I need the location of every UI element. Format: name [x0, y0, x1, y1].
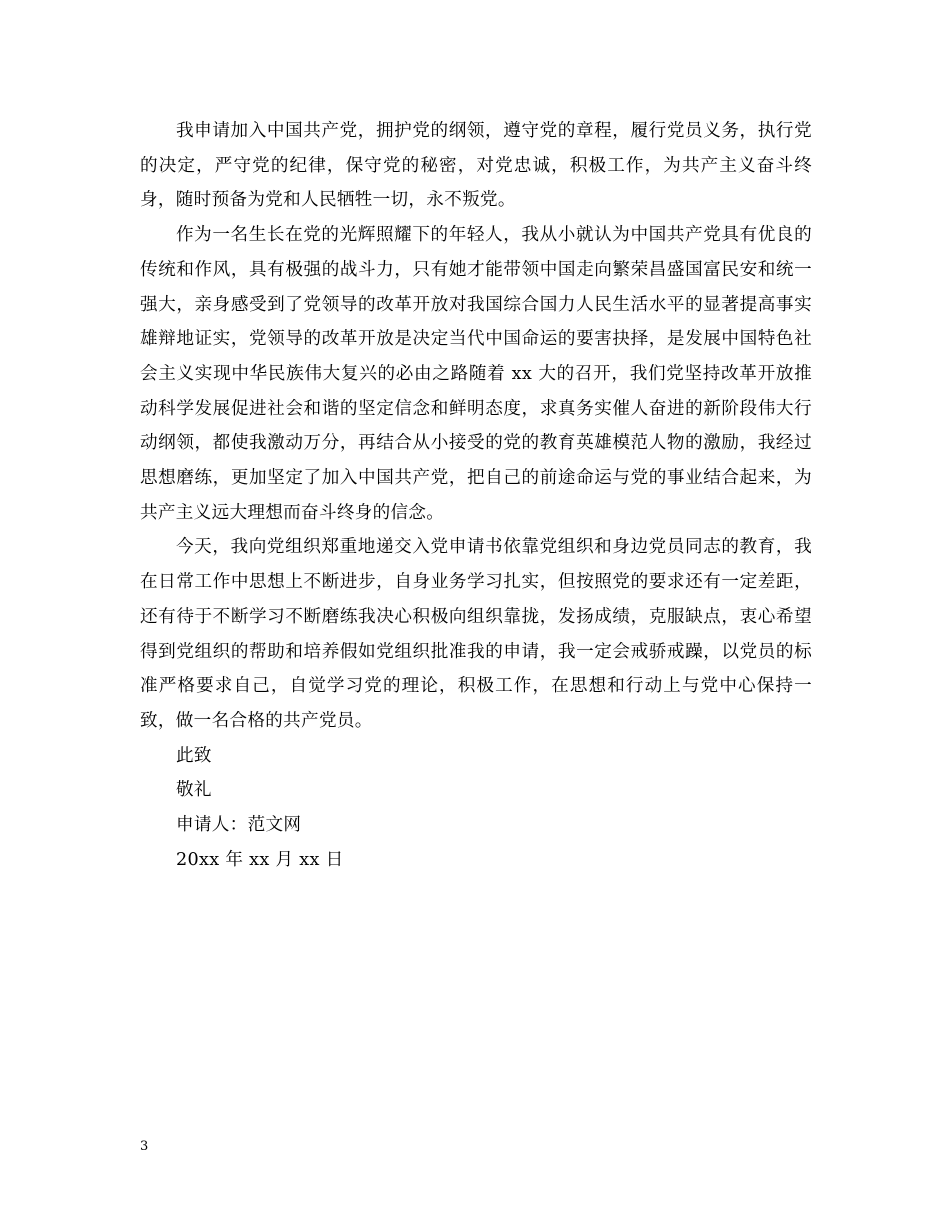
closing-salutation: 此致: [176, 745, 212, 766]
paragraph-commitment: 今天，我向党组织郑重地递交入党申请书依靠党组织和身边党员同志的教育，我在日常工作中思想上不断进步，自身业务学习扎实，但按照党的要求还有一定差距，还有待于不断学习不断磨练我决心积极向组织靠拢，发扬成绩，克服缺点，衷心希望得到党组织的帮助和培养假如党组织批准我的申请，我一定会戒骄戒躁，以党员的标准严格要求自己，自觉学习党的理论，积极工作，在思想和行动上与党中心保持一致，做一名合格的共产党员。: [140, 537, 812, 731]
application-date: 20xx 年 xx 月 xx 日: [176, 849, 344, 870]
document-body: [140, 114, 812, 877]
applicant-signature: 申请人：范文网: [176, 815, 302, 836]
closing-regards: 敬礼: [176, 780, 212, 801]
paragraph-pledge: 我申请加入中国共产党，拥护党的纲领，遵守党的章程，履行党员义务，执行党的决定，严守党的纪律，保守党的秘密，对党忠诚，积极工作，为共产主义奋斗终身，随时预备为党和人民牺牲一切，永不叛党。: [140, 121, 812, 211]
page-number: 3: [140, 1139, 149, 1154]
paragraph-motivation: 作为一名生长在党的光辉照耀下的年轻人，我从小就认为中国共产党具有优良的传统和作风，具有极强的战斗力，只有她才能带领中国走向繁荣昌盛国富民安和统一强大，亲身感受到了党领导的改革开放对我国综合国力人民生活水平的显著提高事实雄辩地证实，党领导的改革开放是决定当代中国命运的要害抉择，是发展中国特色社会主义实现中华民族伟大复兴的必由之路随着 xx 大的召开，我们党坚持改革开放推动科学发展促进社会和谐的坚定信念和鲜明态度，求真务实催人奋进的新阶段伟大行动纲领，都使我激动万分，再结合从小接受的党的教育英雄模范人物的激励，我经过思想磨练，更加坚定了加入中国共产党，把自己的前途命运与党的事业结合起来，为共产主义远大理想而奋斗终身的信念。: [140, 225, 812, 523]
